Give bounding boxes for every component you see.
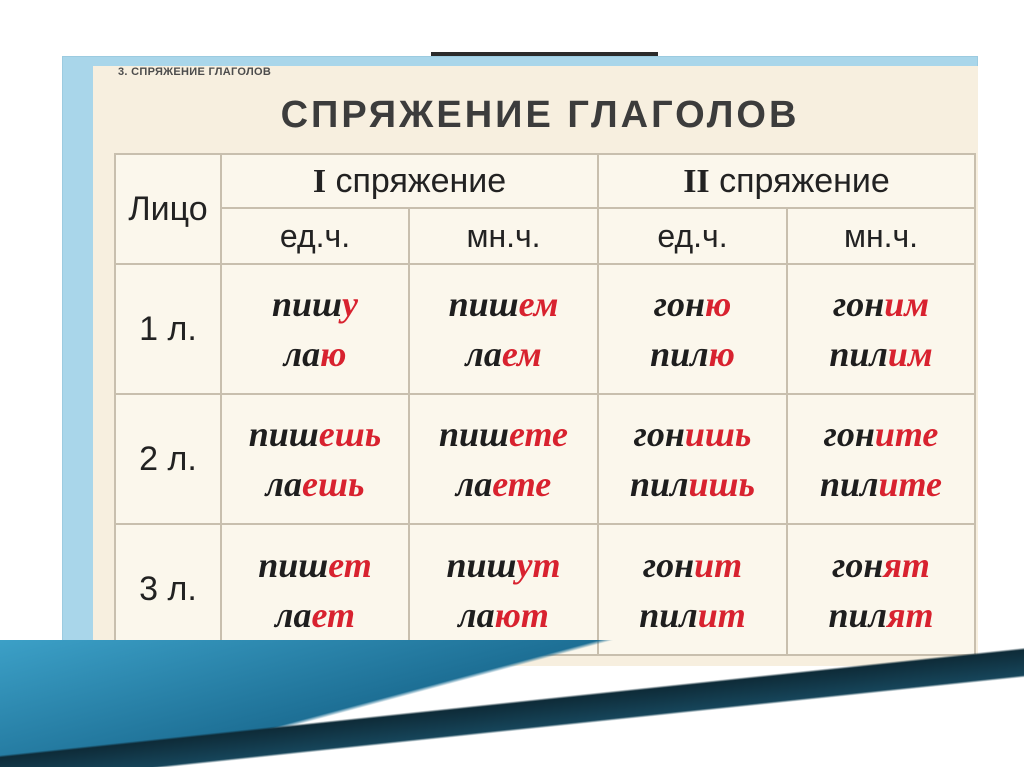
- verb-ending: ишь: [684, 414, 752, 454]
- verb-stem: пиш: [448, 284, 519, 324]
- verb-stem: ла: [455, 464, 493, 504]
- header-conjugation-2-word: спряжение: [719, 161, 890, 200]
- verb-cell: [787, 394, 975, 524]
- verb-cell: [221, 264, 409, 394]
- verb-stem: гон: [833, 284, 885, 324]
- verb-stem: пиш: [248, 414, 319, 454]
- person-label: 1 л.: [139, 309, 197, 348]
- verb-ending: ят: [883, 544, 930, 585]
- verb-stem: гон: [823, 414, 875, 454]
- verb-stem: пил: [630, 464, 689, 504]
- verb-ending: ет: [328, 544, 372, 585]
- header-row-number: [115, 208, 975, 264]
- verb-form: [222, 329, 408, 379]
- table-row: [115, 394, 975, 524]
- header-plural: мн.ч.: [787, 208, 975, 264]
- verb-ending: ем: [518, 284, 559, 324]
- poster-title: СПРЯЖЕНИЕ ГЛАГОЛОВ: [280, 94, 800, 136]
- conjugation-table: [114, 153, 976, 656]
- verb-stem: гон: [832, 544, 884, 585]
- verb-stem: пил: [829, 334, 888, 374]
- verb-ending: ете: [492, 464, 552, 504]
- verb-cell: [598, 394, 787, 524]
- table-row: [115, 524, 975, 655]
- verb-form: [410, 590, 597, 640]
- verb-ending: им: [884, 284, 929, 324]
- person-cell: [115, 264, 221, 394]
- header-row-conjugation: [115, 154, 975, 208]
- verb-ending: ят: [887, 594, 934, 635]
- verb-stem: пиш: [438, 414, 509, 454]
- conjugation-body: [115, 264, 975, 655]
- verb-ending: ю: [320, 334, 347, 374]
- verb-form: [222, 590, 408, 640]
- verb-stem: пил: [639, 594, 698, 635]
- verb-form: [410, 459, 597, 509]
- verb-cell: [409, 524, 598, 655]
- header-conjugation-1-roman: I: [312, 162, 327, 200]
- verb-form: [599, 409, 786, 459]
- verb-cell: [787, 524, 975, 655]
- verb-cell: [409, 394, 598, 524]
- verb-stem: ла: [275, 594, 312, 635]
- header-conjugation-1: [221, 154, 598, 208]
- verb-form: [788, 540, 974, 590]
- slide-decoration-dark: [0, 645, 1024, 767]
- verb-stem: пиш: [271, 284, 343, 324]
- verb-ending: им: [887, 334, 933, 374]
- verb-stem: гон: [653, 284, 705, 324]
- verb-form: [788, 329, 974, 379]
- verb-cell: [221, 524, 409, 655]
- verb-form: [410, 409, 597, 459]
- header-plural: мн.ч.: [409, 208, 598, 264]
- verb-stem: ла: [458, 594, 495, 635]
- person-cell: [115, 394, 221, 524]
- person-label: 3 л.: [139, 570, 197, 608]
- verb-stem: пил: [819, 464, 879, 504]
- verb-ending: ете: [509, 414, 569, 454]
- verb-form: [410, 329, 597, 379]
- verb-stem: гон: [633, 414, 685, 454]
- verb-ending: у: [342, 284, 358, 324]
- verb-ending: ит: [697, 594, 746, 635]
- verb-stem: ла: [265, 464, 303, 504]
- verb-ending: ешь: [318, 414, 382, 454]
- verb-form: [222, 279, 408, 329]
- verb-ending: ет: [311, 594, 355, 635]
- verb-ending: ите: [878, 464, 943, 504]
- verb-stem: пил: [650, 334, 709, 374]
- table-row: [115, 264, 975, 394]
- verb-stem: гон: [642, 544, 695, 585]
- verb-ending: ешь: [302, 464, 365, 504]
- header-conjugation-2-roman: II: [683, 162, 710, 200]
- header-conjugation-1-word: спряжение: [335, 161, 507, 200]
- verb-stem: пил: [828, 594, 887, 635]
- verb-ending: ут: [516, 544, 561, 585]
- header-conjugation-2: [598, 154, 975, 208]
- verb-ending: ишь: [688, 464, 755, 504]
- verb-stem: пиш: [446, 544, 517, 585]
- header-singular: ед.ч.: [598, 208, 787, 264]
- header-person: [115, 154, 221, 264]
- verb-ending: ю: [705, 284, 732, 324]
- person-label: 2 л.: [139, 439, 197, 478]
- verb-form: [599, 540, 786, 590]
- verb-form: [222, 540, 408, 590]
- verb-form: [599, 279, 786, 329]
- verb-form: [599, 329, 786, 379]
- verb-form: [222, 409, 408, 459]
- verb-form: [599, 459, 786, 509]
- verb-cell: [598, 264, 787, 394]
- verb-stem: ла: [465, 334, 502, 374]
- verb-ending: ю: [708, 334, 735, 374]
- verb-ending: ит: [694, 544, 743, 585]
- verb-ending: ем: [501, 334, 542, 374]
- verb-ending: ите: [874, 414, 939, 454]
- verb-form: [410, 540, 597, 590]
- verb-form: [410, 279, 597, 329]
- poster-label: 3. СПРЯЖЕНИЕ ГЛАГОЛОВ: [118, 66, 272, 78]
- verb-form: [222, 459, 408, 509]
- verb-stem: ла: [283, 334, 321, 374]
- verb-form: [788, 279, 974, 329]
- verb-cell: [409, 264, 598, 394]
- header-singular: ед.ч.: [221, 208, 409, 264]
- verb-form: [788, 409, 974, 459]
- person-cell: [115, 524, 221, 655]
- verb-cell: [598, 524, 787, 655]
- verb-form: [788, 459, 974, 509]
- verb-stem: пиш: [258, 544, 329, 585]
- header-person-label: Лицо: [128, 189, 208, 228]
- verb-form: [788, 590, 974, 640]
- verb-cell: [221, 394, 409, 524]
- verb-cell: [787, 264, 975, 394]
- verb-form: [599, 590, 786, 640]
- verb-ending: ют: [494, 594, 549, 635]
